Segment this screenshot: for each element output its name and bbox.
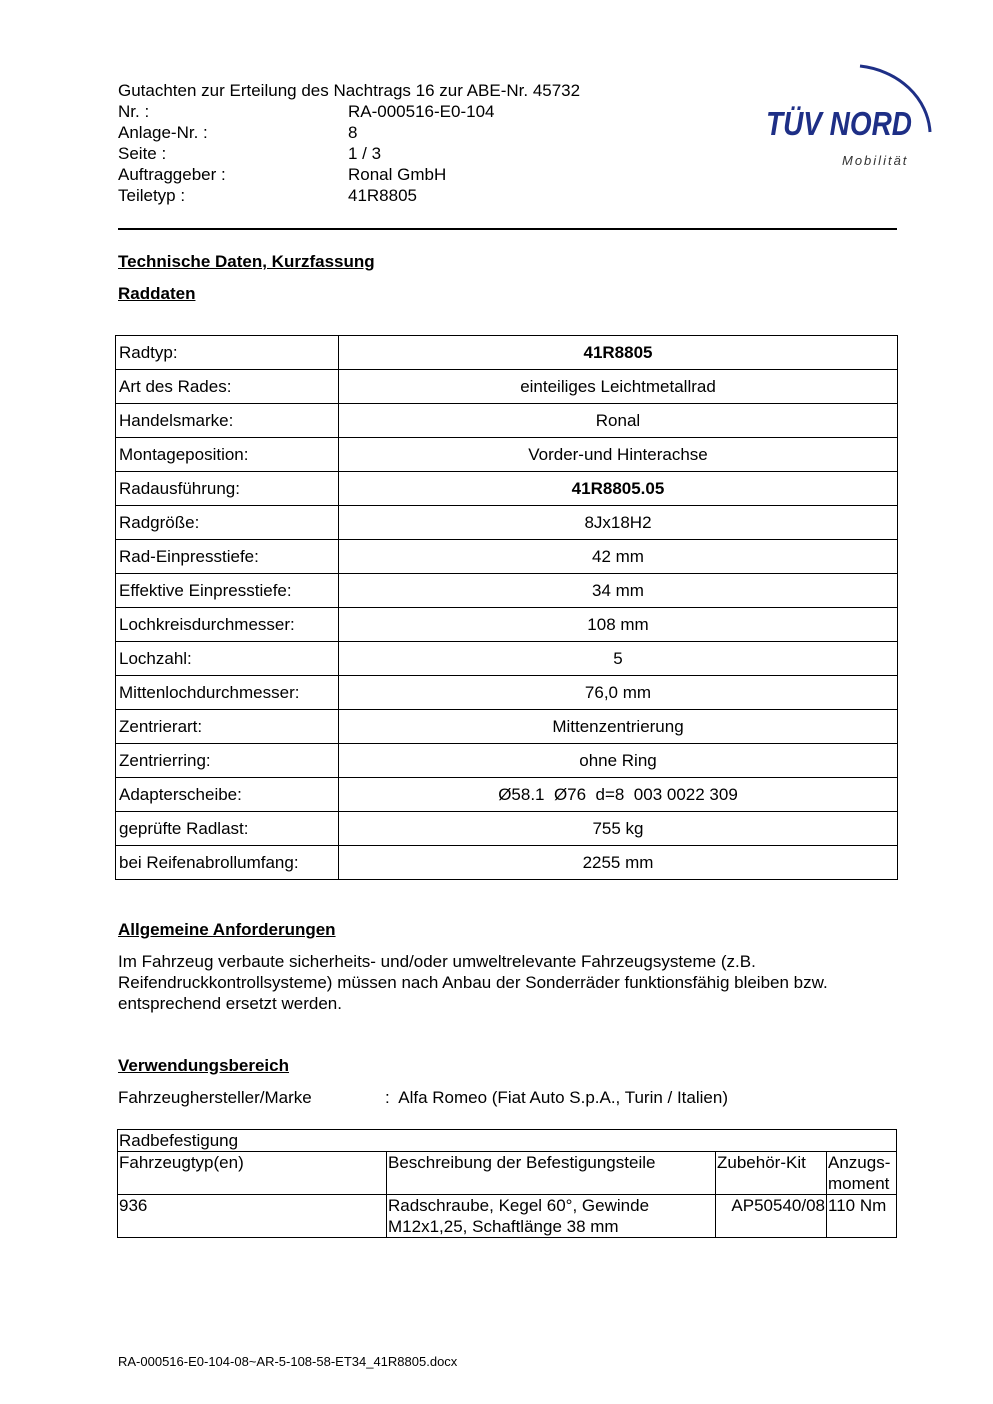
row-label: Rad-Einpresstiefe: xyxy=(116,540,339,574)
table-header-row xyxy=(118,1152,897,1195)
row-label: geprüfte Radlast: xyxy=(116,812,339,846)
column-header-vehicle-type: Fahrzeugtyp(en) xyxy=(118,1152,387,1195)
row-label: Radtyp: xyxy=(116,336,339,370)
header-label: Anlage-Nr. : xyxy=(118,123,208,142)
table-row xyxy=(116,778,898,812)
row-value: 108 mm xyxy=(339,608,898,642)
header-value: 1 / 3 xyxy=(348,144,382,163)
row-value: 41R8805 xyxy=(339,336,898,370)
row-value: Ø58.1 Ø76 d=8 003 0022 309 xyxy=(339,778,898,812)
wheel-data-table xyxy=(115,335,898,880)
table-title-row xyxy=(118,1130,897,1152)
row-value: Ronal xyxy=(339,404,898,438)
row-value: 5 xyxy=(339,642,898,676)
row-label: Mittenlochdurchmesser: xyxy=(116,676,339,710)
header-label: Seite : xyxy=(118,144,167,163)
row-label: Adapterscheibe: xyxy=(116,778,339,812)
table-row xyxy=(116,472,898,506)
section-title-usage: Verwendungsbereich xyxy=(118,1056,289,1075)
tuv-nord-logo xyxy=(760,56,950,176)
table-row xyxy=(116,438,898,472)
header-line: moment xyxy=(828,1174,890,1193)
header-divider xyxy=(118,228,897,230)
row-value: einteiliges Leichtmetallrad xyxy=(339,370,898,404)
cell-description xyxy=(387,1195,716,1238)
table-row xyxy=(116,404,898,438)
row-label: Zentrierring: xyxy=(116,744,339,778)
manufacturer-label: Fahrzeughersteller/Marke xyxy=(118,1088,312,1107)
logo-brand: TÜV NORD xyxy=(766,105,912,142)
table-row xyxy=(116,676,898,710)
manufacturer-value: : Alfa Romeo (Fiat Auto S.p.A., Turin / Italien) xyxy=(385,1088,728,1107)
table-row xyxy=(116,540,898,574)
fastening-title: Radbefestigung xyxy=(118,1130,897,1152)
row-label: Zentrierart: xyxy=(116,710,339,744)
manufacturer-row xyxy=(118,1088,728,1108)
table-row xyxy=(116,812,898,846)
row-value: 41R8805.05 xyxy=(339,472,898,506)
section-title-wheel-data: Raddaten xyxy=(118,284,196,303)
section-title-technical: Technische Daten, Kurzfassung xyxy=(118,252,375,271)
header-row-anlage xyxy=(118,122,580,143)
description-line: M12x1,25, Schaftlänge 38 mm xyxy=(388,1217,619,1236)
header-value: Ronal GmbH xyxy=(348,165,447,184)
row-label: Montageposition: xyxy=(116,438,339,472)
header-value: 8 xyxy=(348,123,358,142)
header-row-nr xyxy=(118,101,580,122)
table-row xyxy=(116,506,898,540)
header-label: Auftraggeber : xyxy=(118,165,226,184)
table-row xyxy=(116,744,898,778)
row-label: bei Reifenabrollumfang: xyxy=(116,846,339,880)
paragraph-line: entsprechend ersetzt werden. xyxy=(118,994,342,1013)
row-value: 755 kg xyxy=(339,812,898,846)
header-row-teiletyp xyxy=(118,185,580,206)
document-title: Gutachten zur Erteilung des Nachtrags 16 zur ABE-Nr. 45732 xyxy=(118,81,581,100)
table-row xyxy=(116,608,898,642)
row-label: Lochkreisdurchmesser: xyxy=(116,608,339,642)
row-value: 2255 mm xyxy=(339,846,898,880)
row-value: 8Jx18H2 xyxy=(339,506,898,540)
table-row xyxy=(116,846,898,880)
row-value: 76,0 mm xyxy=(339,676,898,710)
footer-filename: RA-000516-E0-104-08~AR-5-108-58-ET34_41R8805.docx xyxy=(118,1354,458,1369)
header-line: Anzugs- xyxy=(828,1153,891,1172)
header-value: RA-000516-E0-104 xyxy=(348,102,495,121)
row-label: Handelsmarke: xyxy=(116,404,339,438)
wheel-fastening-table xyxy=(117,1129,897,1238)
general-requirements-text xyxy=(118,951,908,1014)
paragraph-line: Im Fahrzeug verbaute sicherheits- und/oder umweltrelevante Fahrzeugsysteme (z.B. xyxy=(118,952,756,971)
row-label: Radausführung: xyxy=(116,472,339,506)
table-row xyxy=(118,1195,897,1238)
header-row-auftraggeber xyxy=(118,164,580,185)
row-label: Radgröße: xyxy=(116,506,339,540)
cell-torque: 110 Nm xyxy=(827,1195,897,1238)
table-row xyxy=(116,710,898,744)
document-header xyxy=(118,80,580,206)
header-label: Nr. : xyxy=(118,102,150,121)
header-row-seite xyxy=(118,143,580,164)
row-value: ohne Ring xyxy=(339,744,898,778)
row-value: Mittenzentrierung xyxy=(339,710,898,744)
section-title-general: Allgemeine Anforderungen xyxy=(118,920,336,939)
header-label: Teiletyp : xyxy=(118,186,186,205)
row-value: Vorder-und Hinterachse xyxy=(339,438,898,472)
row-label: Lochzahl: xyxy=(116,642,339,676)
column-header-description: Beschreibung der Befestigungsteile xyxy=(387,1152,716,1195)
row-label: Effektive Einpresstiefe: xyxy=(116,574,339,608)
header-value: 41R8805 xyxy=(348,186,418,205)
row-value: 42 mm xyxy=(339,540,898,574)
paragraph-line: Reifendruckkontrollsysteme) müssen nach Anbau der Sonderräder funktionsfähig bleiben bzw. xyxy=(118,973,828,992)
cell-vehicle-type: 936 xyxy=(118,1195,387,1238)
column-header-torque xyxy=(827,1152,897,1195)
row-value: 34 mm xyxy=(339,574,898,608)
table-row xyxy=(116,336,898,370)
column-header-kit: Zubehör-Kit xyxy=(716,1152,827,1195)
table-row xyxy=(116,574,898,608)
cell-kit: AP50540/08 xyxy=(716,1195,827,1238)
row-label: Art des Rades: xyxy=(116,370,339,404)
table-row xyxy=(116,370,898,404)
table-row xyxy=(116,642,898,676)
logo-subtitle: Mobilität xyxy=(842,153,909,168)
description-line: Radschraube, Kegel 60°, Gewinde xyxy=(388,1196,650,1215)
